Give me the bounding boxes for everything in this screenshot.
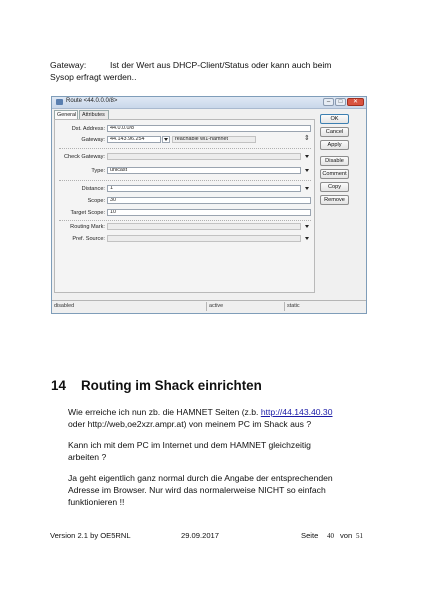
pref-source-label: Pref. Source: bbox=[72, 236, 105, 242]
section-number: 14 bbox=[51, 378, 66, 393]
dst-address-label: Dst. Address: bbox=[71, 126, 105, 132]
footer-of-label: von bbox=[340, 531, 353, 540]
remove-gateway-icon[interactable]: ⇕ bbox=[304, 135, 310, 142]
comment-button[interactable]: Comment bbox=[320, 169, 349, 179]
type-select[interactable]: unicast bbox=[107, 167, 301, 174]
routing-mark-label: Routing Mark: bbox=[70, 224, 105, 230]
routing-mark-field[interactable] bbox=[107, 223, 301, 230]
status-static: static bbox=[287, 303, 300, 309]
ok-button[interactable]: OK bbox=[320, 114, 349, 124]
gateway-field-label: Gateway: bbox=[81, 137, 105, 143]
status-state: disabled bbox=[52, 302, 207, 311]
footer-version: Version 2.1 by OE5RNL bbox=[50, 531, 131, 540]
minimize-button[interactable]: – bbox=[323, 98, 334, 106]
apply-button[interactable]: Apply bbox=[320, 140, 349, 150]
check-gateway-field[interactable] bbox=[107, 153, 301, 160]
status-bar bbox=[52, 300, 366, 313]
disable-button[interactable]: Disable bbox=[320, 156, 349, 166]
paragraph-line: Adresse im Browser. Nur wird das normalerweise NICHT so einfach bbox=[68, 485, 326, 495]
separator bbox=[59, 148, 311, 149]
gateway-label: Gateway: bbox=[50, 60, 87, 70]
paragraph-text: Wie erreiche ich nun zb. die HAMNET Seiten (z.b. bbox=[68, 407, 261, 417]
section-title: Routing im Shack einrichten bbox=[81, 378, 262, 393]
chevron-down-icon bbox=[164, 138, 168, 141]
paragraph-line bbox=[68, 407, 333, 419]
general-panel bbox=[54, 119, 315, 293]
check-gateway-label: Check Gateway: bbox=[63, 154, 105, 160]
gateway-reachability: reachable wl1-hamnet bbox=[172, 136, 256, 143]
distance-field[interactable]: 1 bbox=[107, 185, 301, 192]
gateway-field[interactable]: 44.143.96.254 bbox=[107, 136, 161, 143]
footer-page-number: 40 bbox=[327, 532, 334, 540]
scope-field[interactable]: 30 bbox=[107, 197, 311, 204]
type-label: Type: bbox=[91, 168, 105, 174]
hamnet-link[interactable]: http://44.143.40.30 bbox=[260, 407, 333, 417]
tab-general[interactable]: General bbox=[54, 110, 78, 119]
footer-page-total: 51 bbox=[356, 532, 363, 540]
dst-address-field[interactable]: 44.0.0.0/8 bbox=[107, 125, 311, 132]
paragraph-line: Kann ich mit dem PC im Internet und dem HAMNET gleichzeitig bbox=[68, 440, 311, 450]
distance-chevron-icon[interactable] bbox=[305, 187, 309, 190]
scope-label: Scope: bbox=[87, 198, 105, 204]
check-gateway-chevron-icon[interactable] bbox=[305, 155, 309, 158]
paragraph-line: funktionieren !! bbox=[68, 497, 125, 507]
dialog-titlebar bbox=[52, 97, 366, 109]
distance-label: Distance: bbox=[81, 186, 105, 192]
status-active: active bbox=[207, 302, 285, 311]
close-button[interactable]: ✕ bbox=[347, 98, 364, 106]
footer-page-label: Seite bbox=[301, 531, 319, 540]
route-icon bbox=[56, 99, 63, 105]
pref-source-chevron-icon[interactable] bbox=[305, 237, 309, 240]
target-scope-label: Target Scope: bbox=[70, 210, 105, 216]
remove-button[interactable]: Remove bbox=[320, 195, 349, 205]
paragraph-line: Ja geht eigentlich ganz normal durch die Angabe der entsprechenden bbox=[68, 473, 333, 483]
paragraph-line: arbeiten ? bbox=[68, 452, 107, 462]
paragraph-line: oder http://web,oe2xzr.ampr.at) von meinem PC im Shack aus ? bbox=[68, 419, 312, 429]
intro-text-line2: Sysop erfragt werden.. bbox=[50, 72, 137, 82]
copy-button[interactable]: Copy bbox=[320, 182, 349, 192]
type-chevron-icon[interactable] bbox=[305, 169, 309, 172]
tab-attributes[interactable]: Attributes bbox=[79, 110, 109, 119]
dialog-title: Route <44.0.0.0/8> bbox=[66, 98, 118, 104]
cancel-button[interactable]: Cancel bbox=[320, 127, 349, 137]
maximize-button[interactable]: □ bbox=[335, 98, 346, 106]
separator bbox=[59, 220, 311, 221]
intro-text-line1: Ist der Wert aus DHCP-Client/Status oder kann auch beim bbox=[110, 60, 332, 70]
routing-mark-chevron-icon[interactable] bbox=[305, 225, 309, 228]
footer-date: 29.09.2017 bbox=[181, 531, 220, 540]
route-dialog bbox=[51, 96, 367, 314]
pref-source-field[interactable] bbox=[107, 235, 301, 242]
target-scope-field[interactable]: 10 bbox=[107, 209, 311, 216]
gateway-dropdown[interactable] bbox=[162, 136, 170, 143]
separator bbox=[59, 180, 311, 181]
